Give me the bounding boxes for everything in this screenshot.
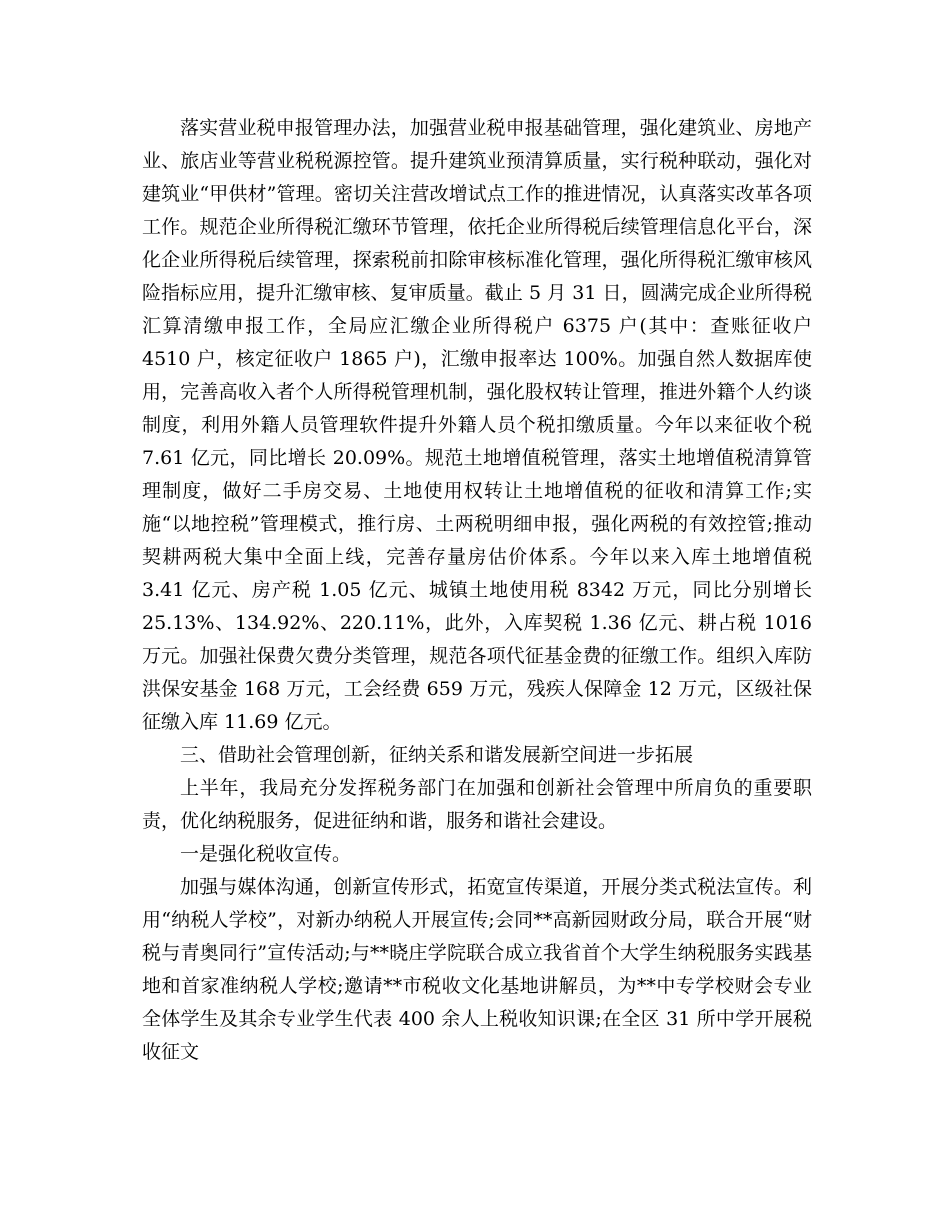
paragraph-first-half-year: 上半年，我局充分发挥税务部门在加强和创新社会管理中所肩负的重要职责，优化纳税服务，促进征纳和谐，服务和谐社会建设。 [142,777,812,832]
subheading-tax-publicity: 一是强化税收宣传。 [180,843,352,865]
section-heading-social-management: 三、借助社会管理创新，征纳关系和谐发展新空间进一步拓展 [180,744,694,766]
document-body [0,112,950,1069]
paragraph-media-publicity: 加强与媒体沟通，创新宣传形式，拓宽宣传渠道，开展分类式税法宣传。利用“纳税人学校”，对新办纳税人开展宣传;会同**高新园财政分局，联合开展“财税与青奥同行”宣传活动;与**晓庄学院联合成立我省首个大学生纳税服务实践基地和首家准纳税人学校;邀请**市税收文化基地讲解员，为**中专学校财会专业全体学生及其余专业学生代表 400 余人上税收知识课;在全区 31 所中学开展税收征文 [142,876,812,1063]
paragraph-tax-management: 落实营业税申报管理办法，加强营业税申报基础管理，强化建筑业、房地产业、旅店业等营业税税源控管。提升建筑业预清算质量，实行税种联动，强化对建筑业“甲供材”管理。密切关注营改增试点工作的推进情况，认真落实改革各项工作。规范企业所得税汇缴环节管理，依托企业所得税后续管理信息化平台，深化企业所得税后续管理，探索税前扣除审核标准化管理，强化所得税汇缴审核风险指标应用，提升汇缴审核、复审质量。截止 5 月 31 日，圆满完成企业所得税汇算清缴申报工作，全局应汇缴企业所得税户 6375 户(其中：查账征收户 4510 户，核定征收户 1865 户)，汇缴申报率达 100%。加强自然人数据库使用，完善高收入者个人所得税管理机制，强化股权转让管理，推进外籍个人约谈制度，利用外籍人员管理软件提升外籍人员个税扣缴质量。今年以来征收个税 7.61 亿元，同比增长 20.09%。规范土地增值税管理，落实土地增值税清算管理制度，做好二手房交易、土地使用权转让土地增值税的征收和清算工作;实施“以地控税”管理模式，推行房、土两税明细申报，强化两税的有效控管;推动契耕两税大集中全面上线，完善存量房估价体系。今年以来入库土地增值税 3.41 亿元、房产税 1.05 亿元、城镇土地使用税 8342 万元，同比分别增长 25.13%、134.92%、220.11%，此外，入库契税 1.36 亿元、耕占税 1016 万元。加强社保费欠费分类管理，规范各项代征基金费的征缴工作。组织入库防洪保安基金 168 万元，工会经费 659 万元，残疾人保障金 12 万元，区级社保征缴入库 11.69 亿元。 [142,117,812,733]
